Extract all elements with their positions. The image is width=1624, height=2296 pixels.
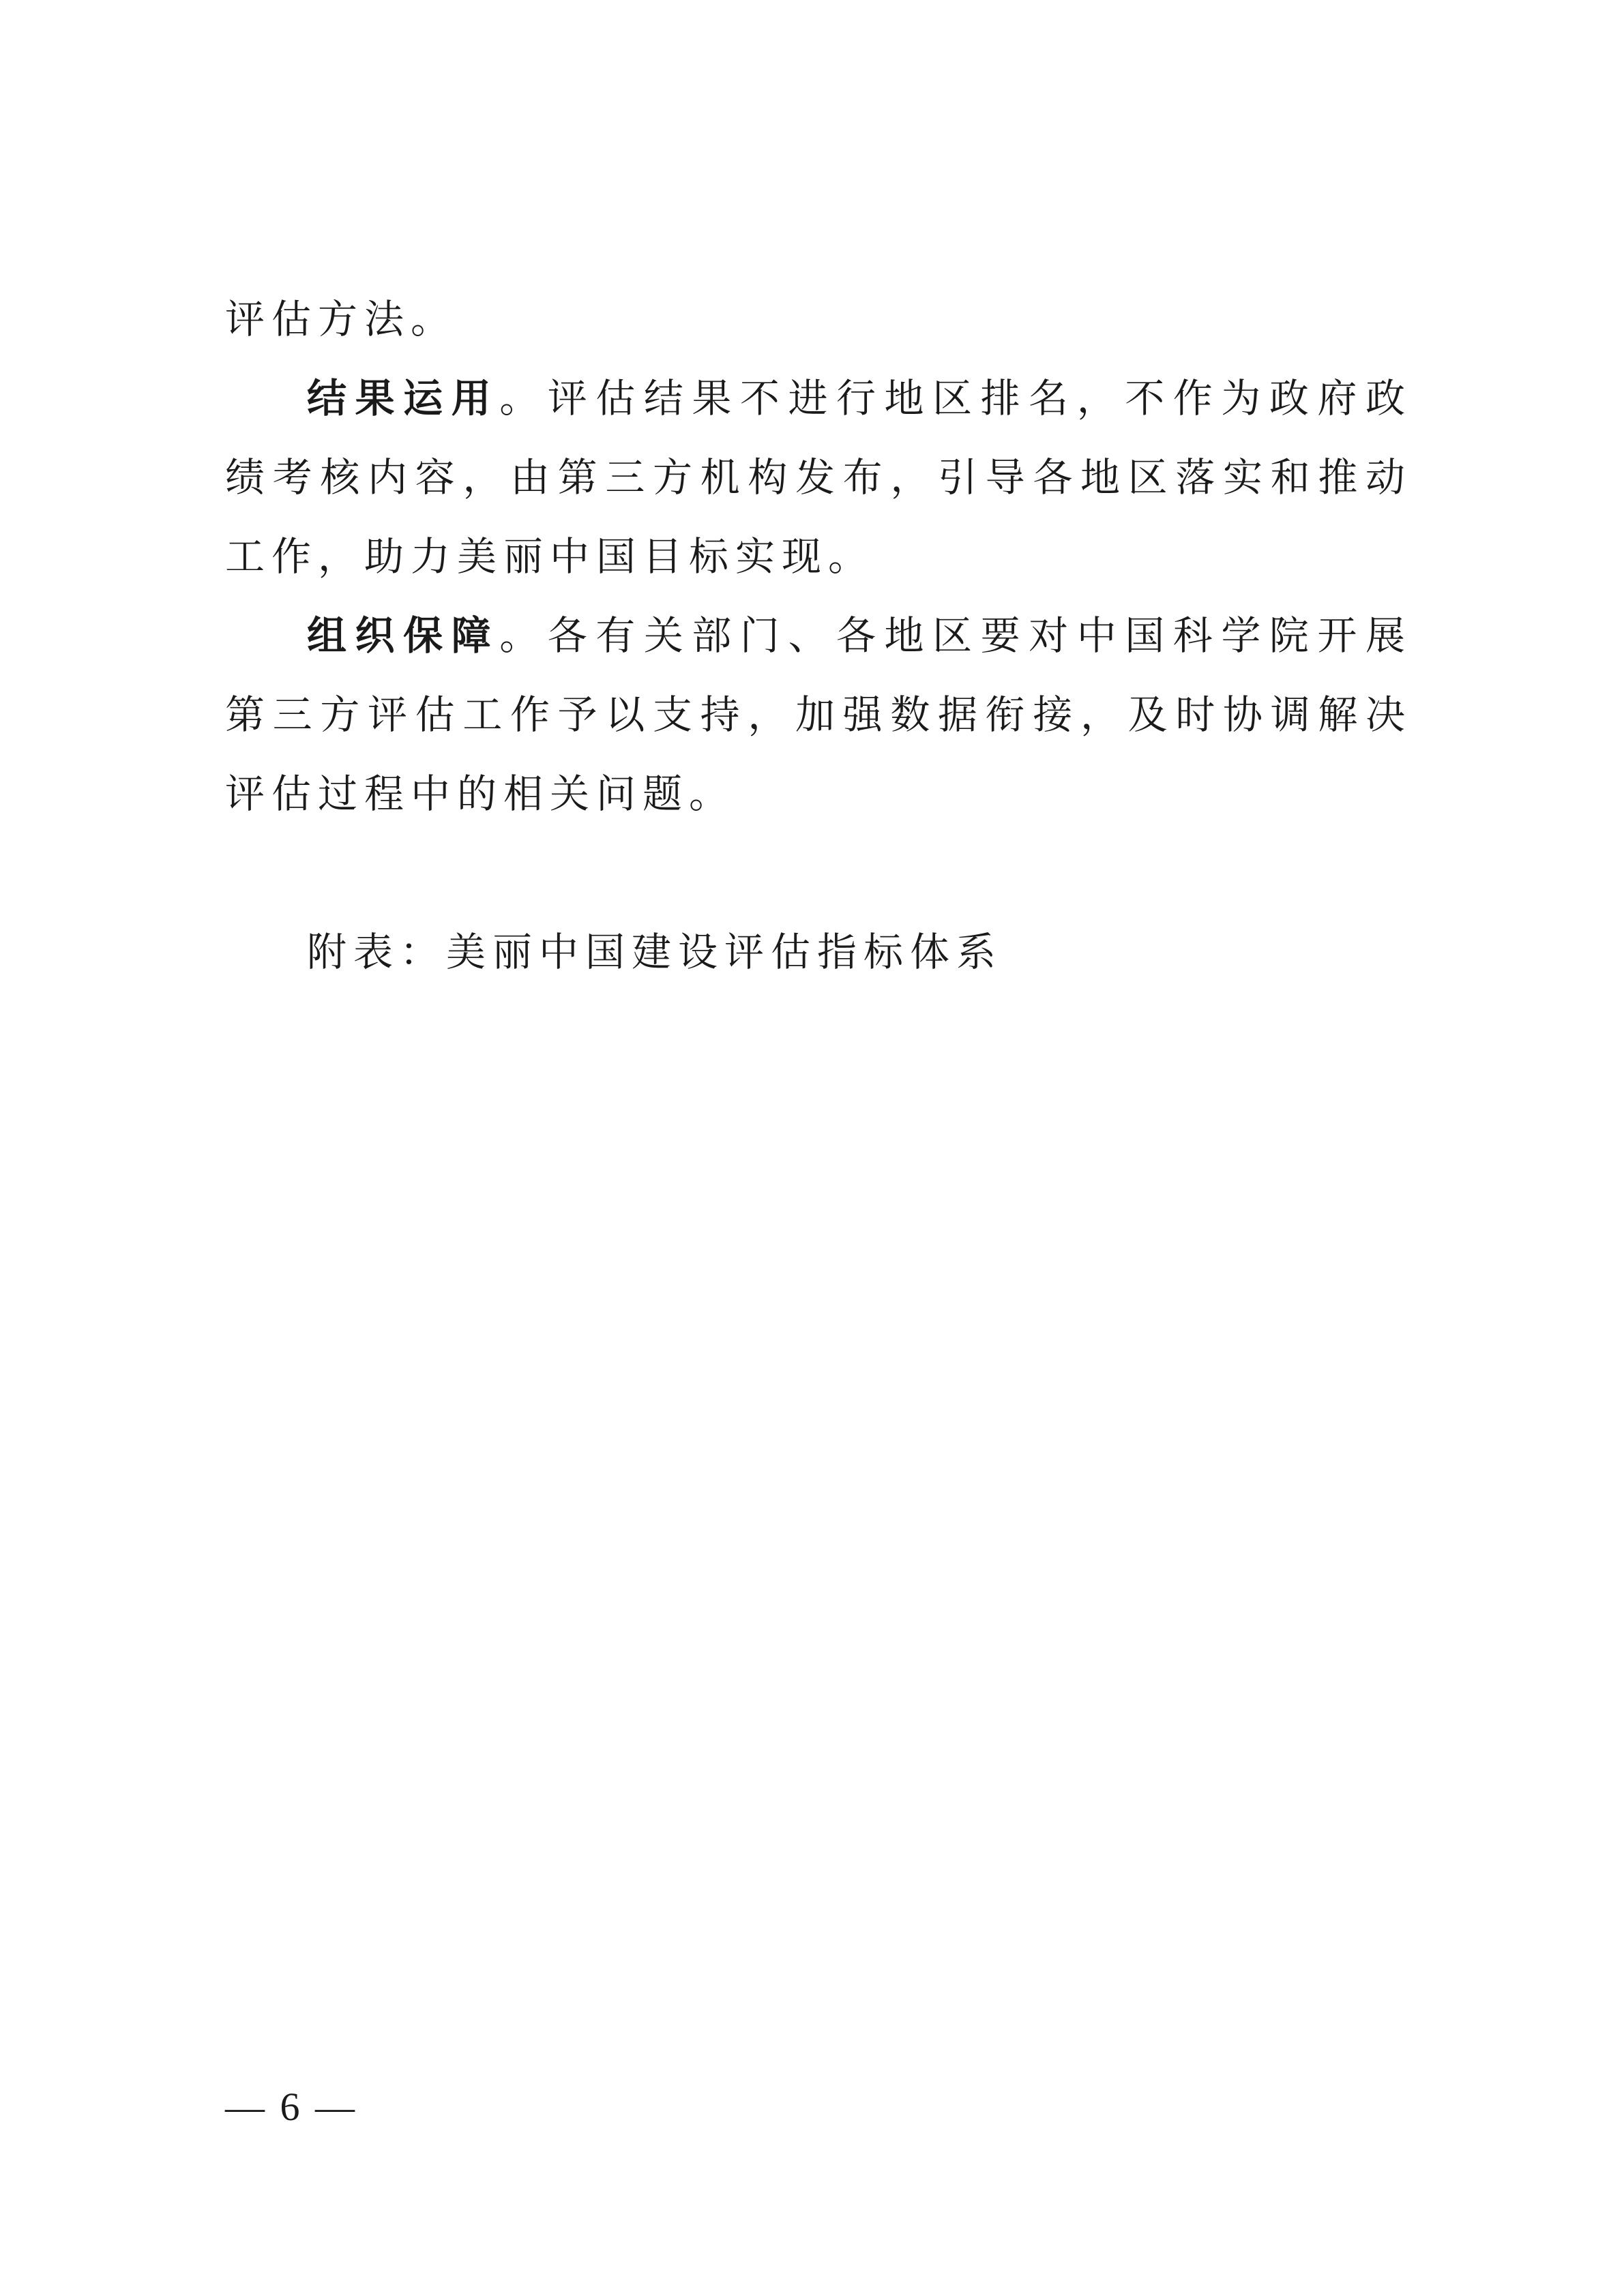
page-number: — 6 — [225, 2085, 357, 2129]
paragraph-organization [225, 596, 1412, 833]
paragraph-text: 。各有关部门、各地区要对中国科学院开展第三方评估工作予以支持，加强数据衔接，及时协调解决评估过程中的相关问题。 [225, 612, 1412, 817]
paragraph-heading: 结果运用 [307, 375, 500, 421]
paragraph-text: 。评估结果不进行地区排名，不作为政府政绩考核内容，由第三方机构发布，引导各地区落实和推动工作，助力美丽中国目标实现。 [225, 375, 1412, 580]
paragraph-heading: 组织保障 [307, 612, 500, 659]
paragraph-result-use [225, 359, 1412, 596]
document-body [225, 280, 1412, 992]
attachment-note: 附表：美丽中国建设评估指标体系 [307, 929, 1003, 975]
paragraph-continuation [225, 280, 1412, 359]
paragraph-text: 评估方法。 [225, 296, 458, 342]
